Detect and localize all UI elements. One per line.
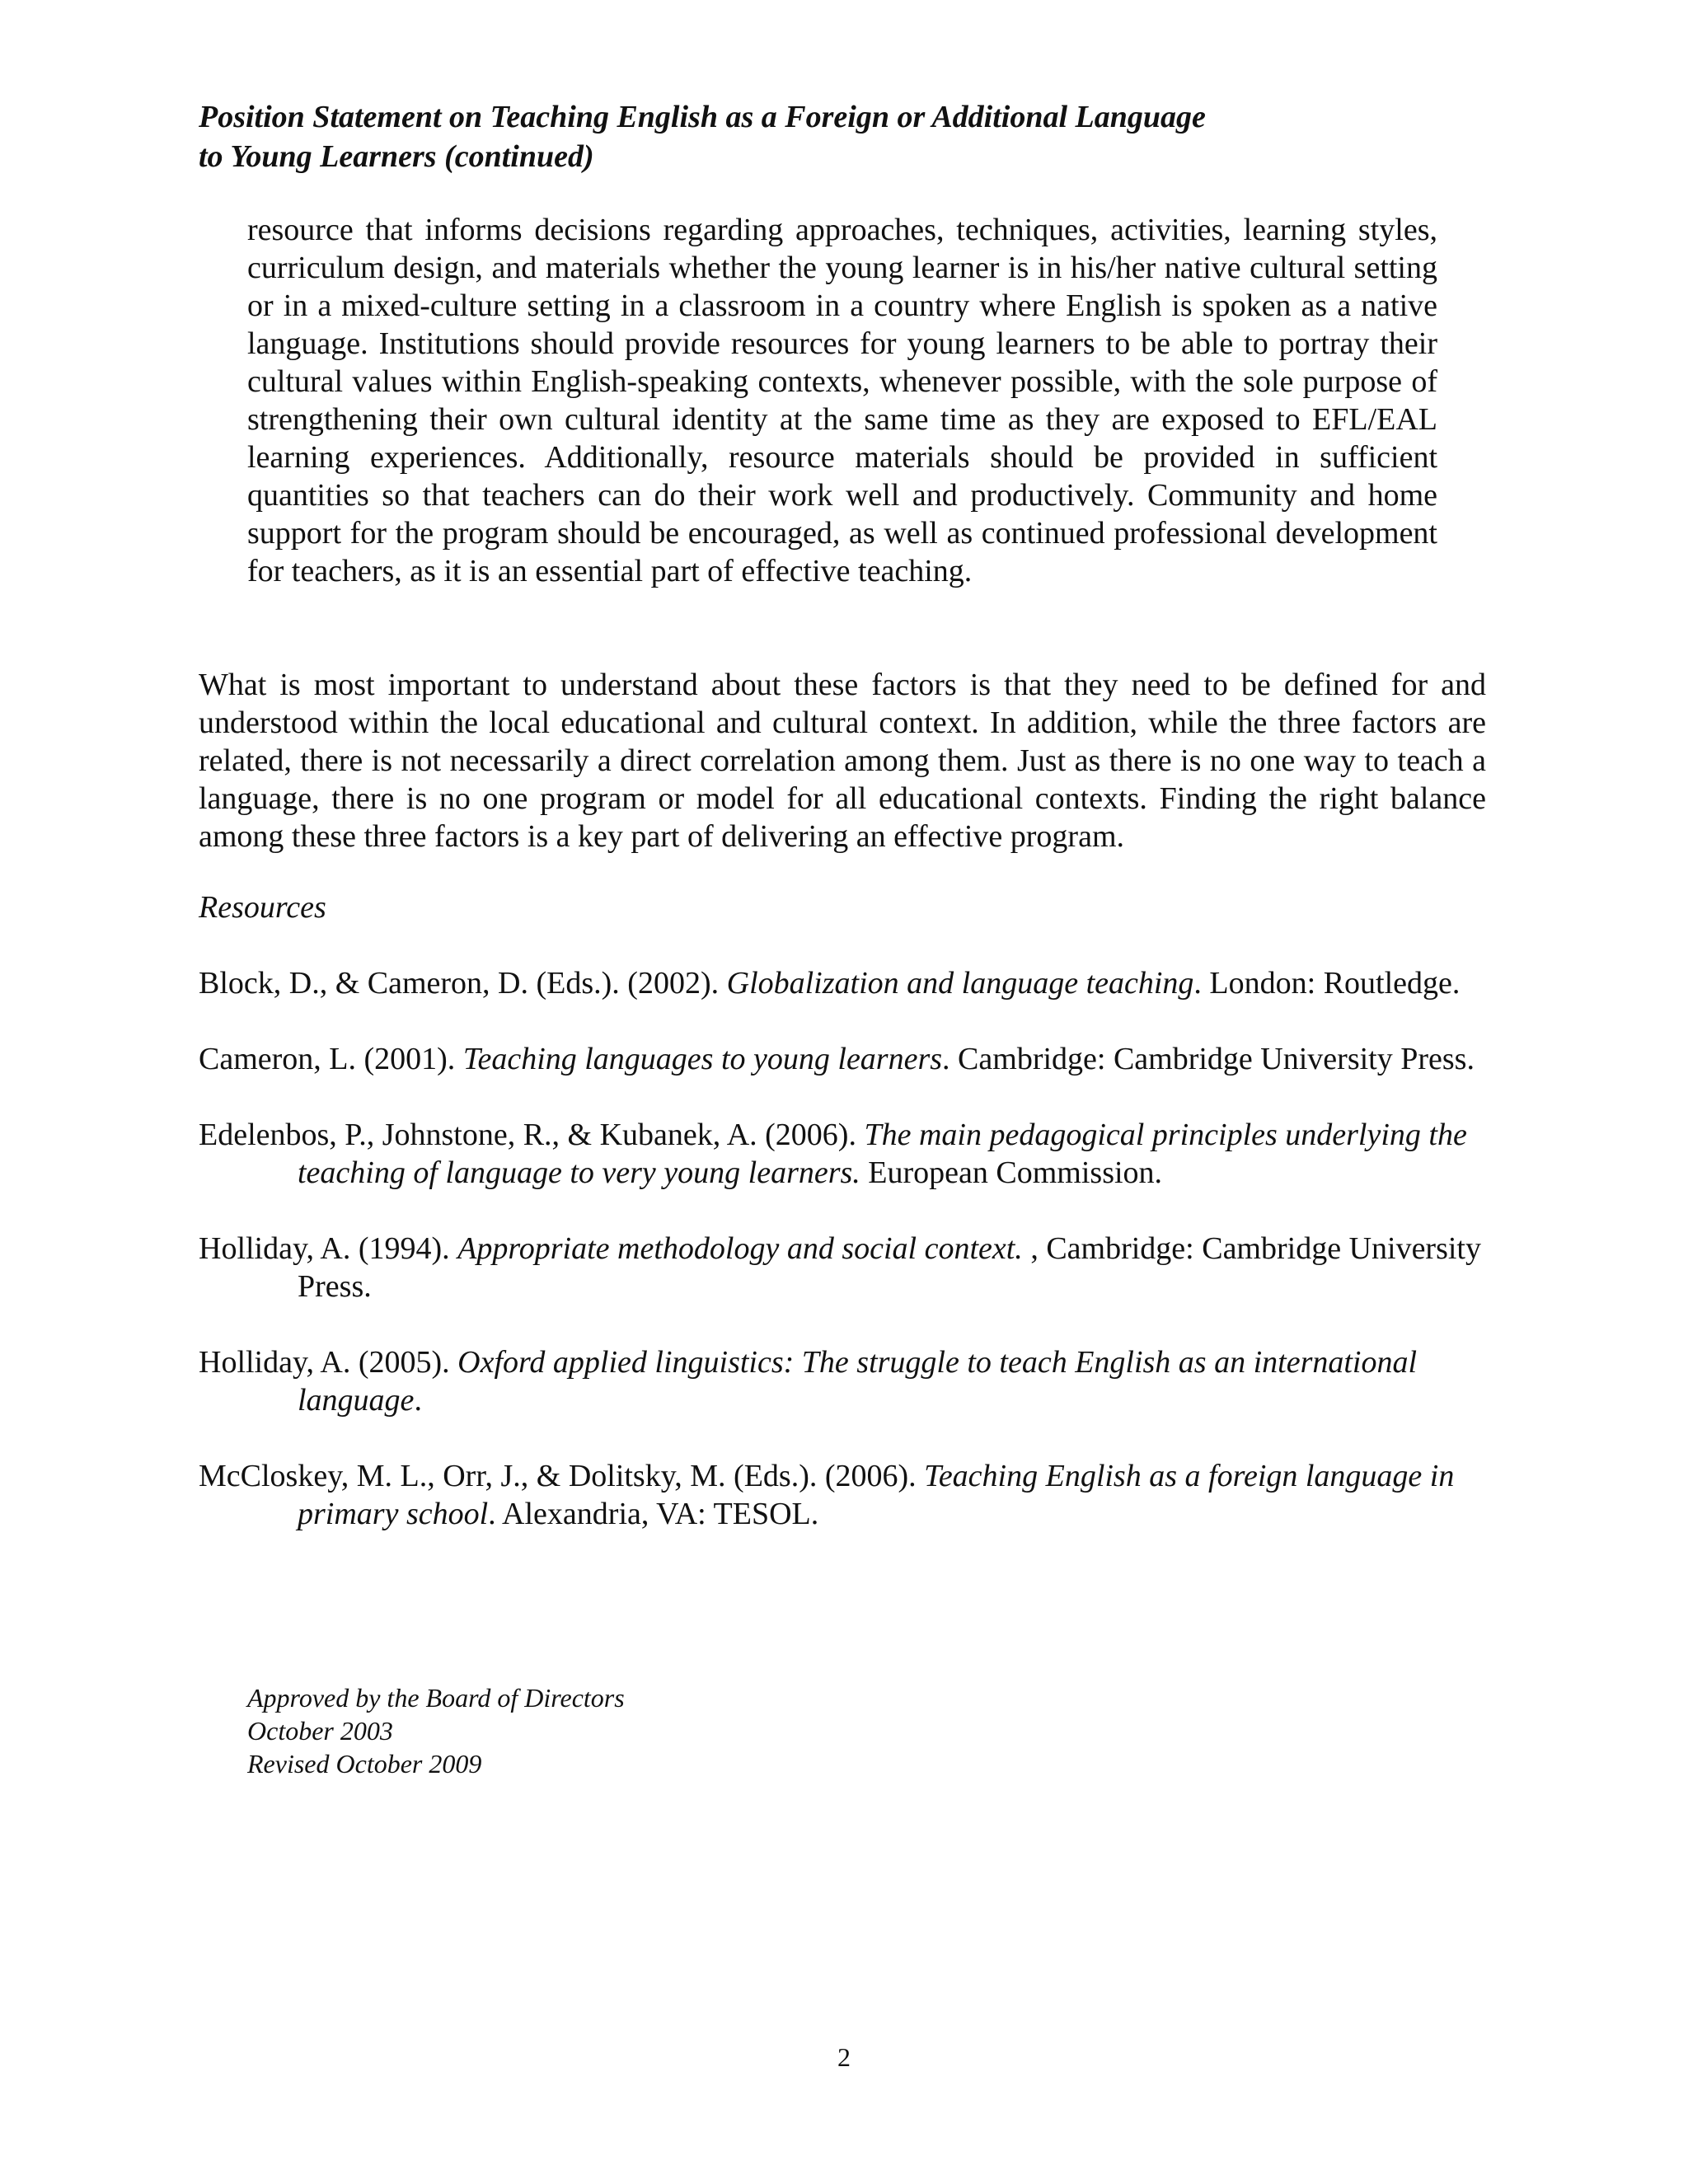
resources-heading: Resources bbox=[199, 890, 326, 925]
reference-publisher: . London: Routledge. bbox=[1193, 966, 1461, 1001]
header-title-line-1: Position Statement on Teaching English as a Foreign or Additional Language bbox=[199, 100, 1206, 134]
approval-note bbox=[247, 1681, 625, 1780]
page-number: 2 bbox=[837, 2042, 851, 2072]
reference-item bbox=[199, 1343, 1534, 1419]
reference-authors: Holliday, A. (1994). bbox=[199, 1231, 458, 1266]
reference-publisher: . Cambridge: Cambridge University Press. bbox=[942, 1042, 1475, 1076]
reference-authors: Cameron, L. (2001). bbox=[199, 1042, 463, 1076]
indented-paragraph: resource that informs decisions regarding approaches, techniques, activities, learning styles, curriculum design, and materials whether the young learner is in his/her native cultural setting or in a mixed-culture setting in a classroom in a country where English is spoken as a native language. Institutions should provide resources for young learners to be able to portray their cultural values within English-speaking contexts, whenever possible, with the sole purpose of strengthening their own cultural identity at the same time as they are exposed to EFL/EAL learning experiences. Additionally, resource materials should be provided in sufficient quantities so that teachers can do their work well and productively. Community and home support for the program should be encouraged, as well as continued professional development for teachers, as it is an essential part of effective teaching. bbox=[247, 213, 1437, 588]
reference-item bbox=[199, 1040, 1534, 1078]
reference-title: Appropriate methodology and social context. bbox=[457, 1231, 1023, 1266]
document-header bbox=[199, 97, 1517, 176]
reference-authors: Block, D., & Cameron, D. (Eds.). (2002). bbox=[199, 966, 727, 1001]
approval-line-2: October 2003 bbox=[247, 1716, 393, 1746]
reference-authors: Holliday, A. (2005). bbox=[199, 1345, 458, 1380]
approval-line-1: Approved by the Board of Directors bbox=[247, 1683, 625, 1713]
reference-item bbox=[199, 1457, 1534, 1533]
reference-title: The main pedagogical principles underlying the teaching of language to very young learners. bbox=[298, 1118, 1467, 1190]
reference-publisher: . bbox=[414, 1383, 422, 1418]
main-paragraph: What is most important to understand about these factors is that they need to be defined for and understood within the local educational and cultural context. In addition, while the three factors are related, there is not necessarily a direct correlation among them. Just as there is no one way to teach a language, there is no one program or model for all educational contexts. Finding the right balance among these three factors is a key part of delivering an effective program. bbox=[199, 668, 1486, 854]
approval-line-3: Revised October 2009 bbox=[247, 1749, 482, 1779]
header-title-line-2: to Young Learners (continued) bbox=[199, 139, 594, 174]
reference-publisher: , Cambridge: Cambridge University Press. bbox=[298, 1231, 1481, 1304]
reference-item bbox=[199, 1230, 1534, 1305]
reference-item bbox=[199, 964, 1534, 1002]
reference-list bbox=[199, 964, 1534, 1571]
reference-item bbox=[199, 1116, 1534, 1192]
reference-publisher: European Commission. bbox=[860, 1155, 1163, 1190]
reference-title: Oxford applied linguistics: The struggle to teach English as an international language bbox=[298, 1345, 1418, 1418]
reference-publisher: . Alexandria, VA: TESOL. bbox=[488, 1497, 819, 1531]
reference-authors: Edelenbos, P., Johnstone, R., & Kubanek, A. (2006). bbox=[199, 1118, 865, 1152]
reference-title: Teaching English as a foreign language in primary school bbox=[298, 1459, 1455, 1531]
reference-authors: McCloskey, M. L., Orr, J., & Dolitsky, M. (Eds.). (2006). bbox=[199, 1459, 925, 1493]
reference-title: Teaching languages to young learners bbox=[462, 1042, 943, 1076]
reference-title: Globalization and language teaching bbox=[726, 966, 1194, 1001]
